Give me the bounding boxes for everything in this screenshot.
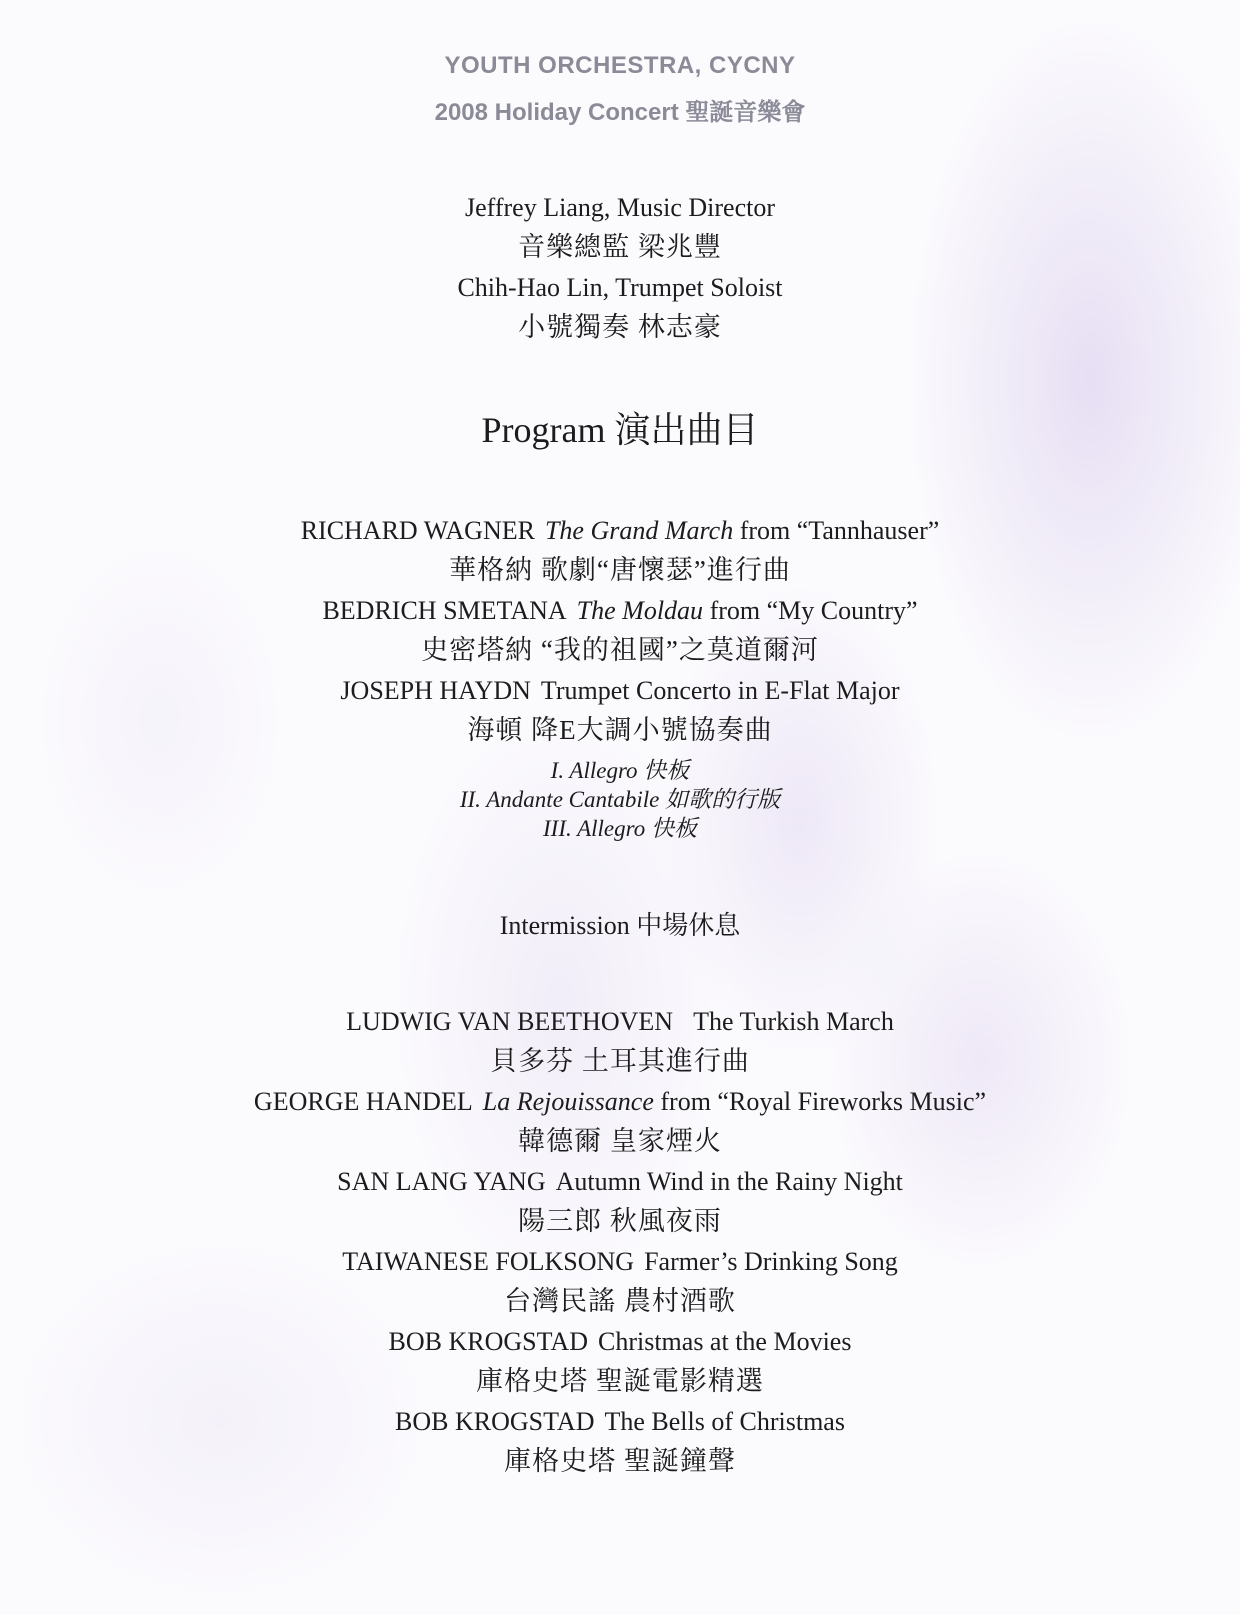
work-suffix: Autumn Wind in the Rainy Night: [555, 1167, 903, 1196]
program-item: [0, 1007, 1240, 1037]
program-item-zh: 史密塔納 “我的祖國”之莫道爾河: [421, 635, 819, 665]
program-item: [0, 516, 1240, 546]
program-title: Program 演出曲目: [481, 410, 759, 450]
program-item: [0, 1087, 1240, 1117]
work-suffix: from “Royal Fireworks Music”: [660, 1087, 987, 1116]
composer-name: SAN LANG YANG: [337, 1167, 546, 1196]
program-item: [0, 676, 1240, 706]
program-item-zh: 海頓 降E大調小號協奏曲: [467, 715, 773, 745]
composer-name: BEDRICH SMETANA: [322, 596, 567, 625]
program-item-zh: 庫格史塔 聖誕電影精選: [476, 1366, 764, 1396]
program-item: [0, 596, 1240, 626]
work-suffix: Farmer’s Drinking Song: [644, 1247, 898, 1276]
work-title: The Moldau: [576, 596, 704, 625]
composer-name: GEORGE HANDEL: [253, 1087, 473, 1116]
program-item-zh: 庫格史塔 聖誕鐘聲: [504, 1446, 736, 1476]
composer-name: JOSEPH HAYDN: [340, 676, 531, 705]
work-suffix: from “My Country”: [709, 596, 918, 625]
program-item-zh: 台灣民謠 農村酒歌: [504, 1286, 736, 1316]
composer-name: TAIWANESE FOLKSONG: [342, 1247, 635, 1276]
program-item-zh: 韓德爾 皇家煙火: [518, 1126, 722, 1156]
composer-name: RICHARD WAGNER: [300, 516, 535, 545]
intermission: Intermission 中場休息: [499, 911, 741, 940]
work-title: The Grand March: [544, 516, 734, 545]
work-suffix: Christmas at the Movies: [597, 1327, 852, 1356]
program-item-zh: 陽三郎 秋風夜雨: [518, 1206, 722, 1236]
program-item-zh: 貝多芬 土耳其進行曲: [490, 1046, 750, 1076]
work-suffix: The Bells of Christmas: [604, 1407, 845, 1436]
movement-1: I. Allegro 快板: [550, 758, 690, 783]
music-director-en: Jeffrey Liang, Music Director: [465, 193, 775, 222]
program-item: [0, 1407, 1240, 1437]
soloist-zh: 小號獨奏 林志豪: [518, 312, 722, 342]
soloist-en: Chih-Hao Lin, Trumpet Soloist: [457, 273, 783, 302]
work-suffix: from “Tannhauser”: [739, 516, 940, 545]
organization-name: YOUTH ORCHESTRA, CYCNY: [444, 52, 796, 79]
program-item-zh: 華格納 歌劇“唐懷瑟”進行曲: [449, 555, 791, 585]
program-item: [0, 1327, 1240, 1357]
program-item: [0, 1247, 1240, 1277]
composer-name: BOB KROGSTAD: [395, 1407, 595, 1436]
concert-title: 2008 Holiday Concert 聖誕音樂會: [434, 99, 806, 126]
movement-3: III. Allegro 快板: [543, 816, 697, 841]
composer-name: BOB KROGSTAD: [388, 1327, 588, 1356]
work-title: La Rejouissance: [482, 1087, 654, 1116]
movement-2: II. Andante Cantabile 如歌的行版: [459, 787, 781, 812]
program-item: [0, 1167, 1240, 1197]
work-suffix: The Turkish March: [693, 1007, 894, 1036]
work-suffix: Trumpet Concerto in E-Flat Major: [540, 676, 900, 705]
composer-name: LUDWIG VAN BEETHOVEN: [346, 1007, 674, 1036]
music-director-zh: 音樂總監 梁兆豐: [518, 232, 722, 262]
